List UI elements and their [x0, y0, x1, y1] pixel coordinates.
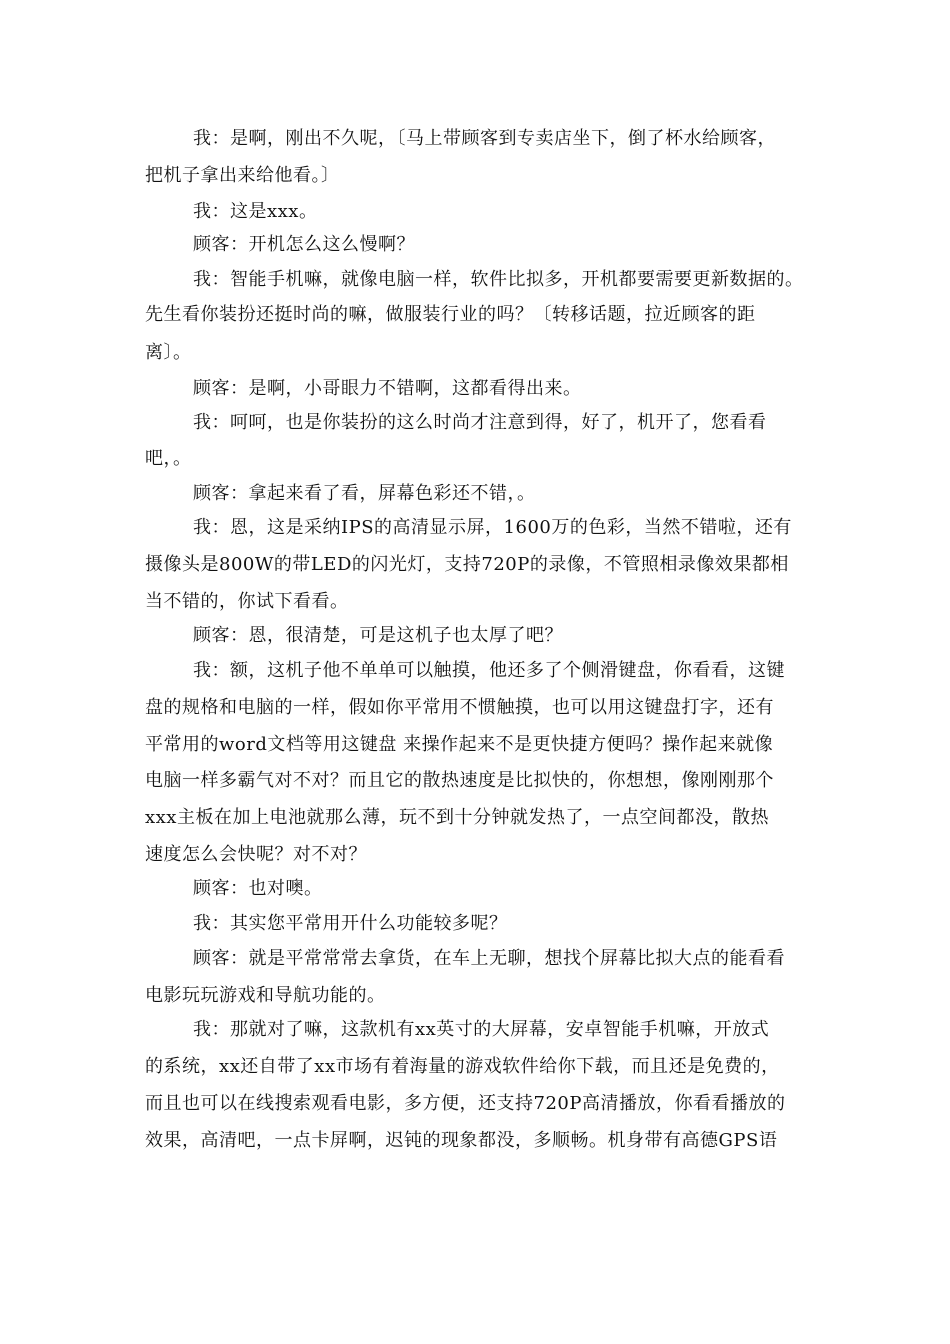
text-line-4: 顾客：开机怎么这么慢啊？: [193, 234, 415, 255]
text-line-10: 吧，。: [145, 448, 192, 469]
text-line-25: 电影玩玩游戏和导航功能的。: [145, 985, 386, 1006]
text-line-1: 我：是啊，刚出不久呢，〔马上带顾客到专卖店坐下，倒了杯水给顾客，: [193, 128, 776, 149]
text-line-9: 我：呵呵，也是你装扮的这么时尚才注意到得，好了，机开了，您看看: [193, 412, 767, 433]
text-line-23: 我：其实您平常用开什么功能较多呢？: [193, 913, 508, 934]
text-line-11: 顾客：拿起来看了看，屏幕色彩还不错，。: [193, 483, 536, 504]
text-line-12: 我：恩，这是采纳IPS的高清显示屏，1600万的色彩，当然不错啦，还有: [193, 517, 792, 538]
text-line-27: 的系统，xx还自带了xx市场有着海量的游戏软件给你下载，而且还是免费的，: [145, 1056, 780, 1077]
text-line-18: 平常用的word文档等用这键盘 来操作起来不是更快捷方便吗？操作起来就像: [145, 734, 774, 755]
text-line-13: 摄像头是800W的带LED的闪光灯，支持720P的录像，不管照相录像效果都相: [145, 554, 789, 575]
text-line-16: 我：额，这机子他不单单可以触摸，他还多了个侧滑键盘，你看看，这键: [193, 660, 785, 681]
text-line-24: 顾客：就是平常常常去拿货，在车上无聊，想找个屏幕比拟大点的能看看: [193, 948, 785, 969]
text-line-6: 先生看你装扮还挺时尚的嘛，做服装行业的吗？〔转移话题，拉近顾客的距: [145, 304, 756, 325]
text-line-14: 当不错的，你试下看看。: [145, 591, 349, 612]
text-line-20: xxx主板在加上电池就那么薄，玩不到十分钟就发热了，一点空间都没，散热: [145, 807, 769, 828]
text-line-19: 电脑一样多霸气对不对？而且它的散热速度是比拟快的，你想想，像刚刚那个: [145, 770, 774, 791]
text-line-29: 效果，高清吧，一点卡屏啊，迟钝的现象都没，多顺畅。机身带有高德GPS语: [145, 1130, 778, 1151]
text-line-28: 而且也可以在线搜索观看电影，多方便，还支持720P高清播放，你看看播放的: [145, 1093, 786, 1114]
text-line-7: 离〕。: [145, 342, 192, 363]
text-line-3: 我：这是xxx。: [193, 201, 318, 222]
text-line-15: 顾客：恩，很清楚，可是这机子也太厚了吧？: [193, 625, 563, 646]
text-line-26: 我：那就对了嘛，这款机有xx英寸的大屏幕，安卓智能手机嘛，开放式: [193, 1019, 770, 1040]
text-line-2: 把机子拿出来给他看。〕: [145, 165, 340, 186]
text-line-22: 顾客：也对噢。: [193, 878, 323, 899]
text-line-17: 盘的规格和电脑的一样，假如你平常用不惯触摸，也可以用这键盘打字，还有: [145, 697, 774, 718]
text-line-5: 我：智能手机嘛，就像电脑一样，软件比拟多，开机都要需要更新数据的。: [193, 269, 804, 290]
text-line-8: 顾客：是啊，小哥眼力不错啊，这都看得出来。: [193, 378, 582, 399]
text-line-21: 速度怎么会快呢？对不对？: [145, 844, 367, 865]
